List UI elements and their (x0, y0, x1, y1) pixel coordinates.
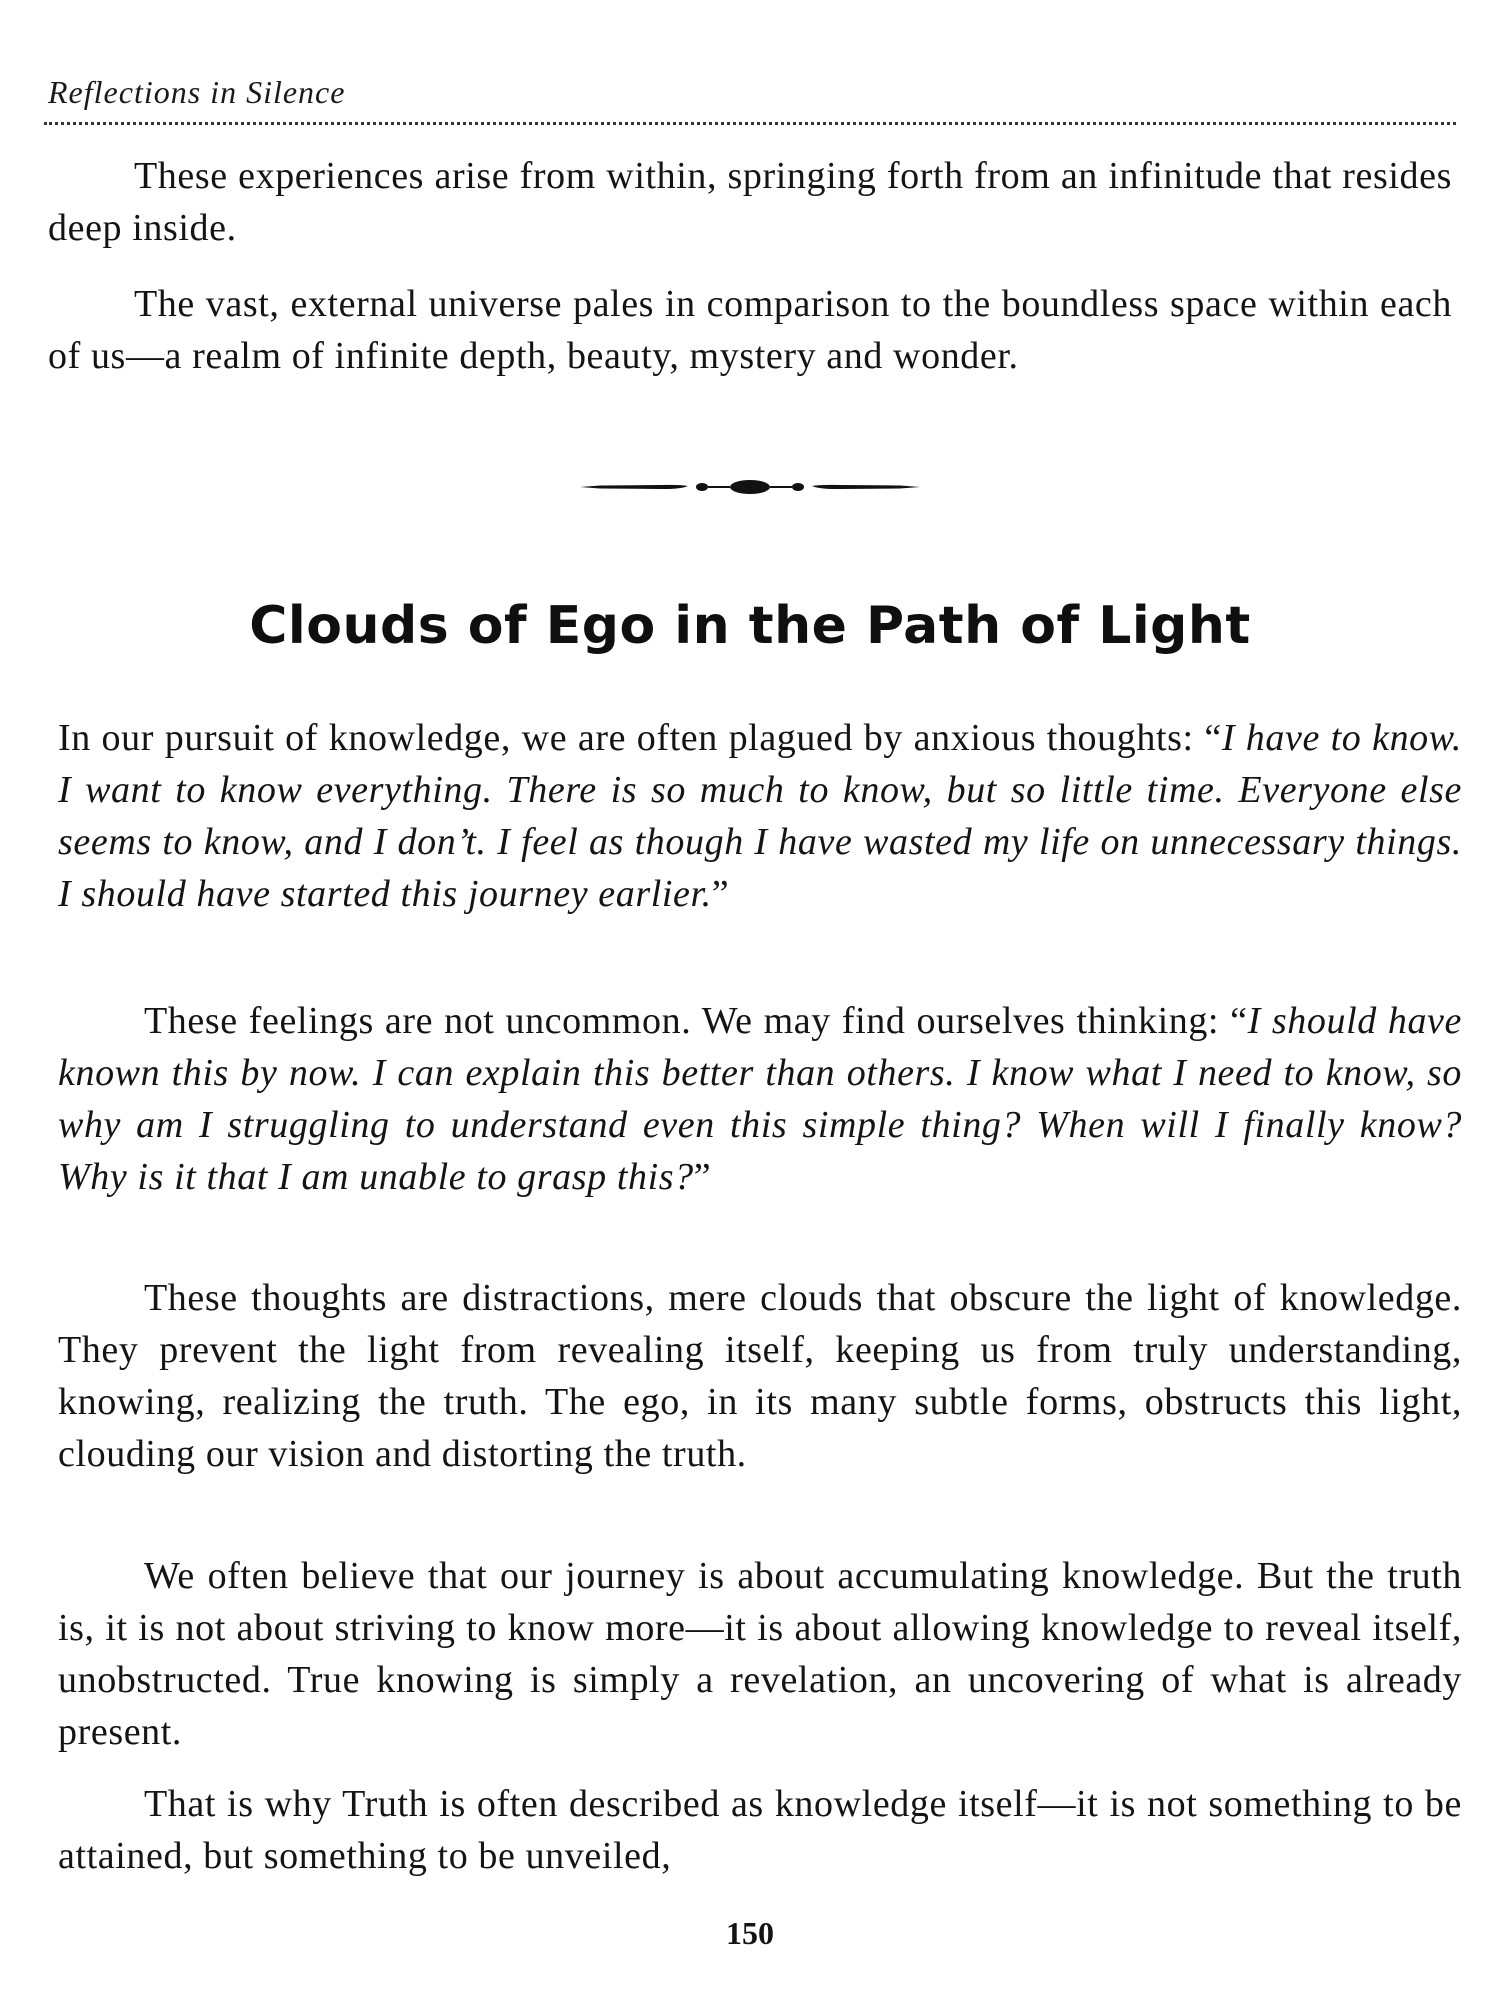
ornamental-divider-icon (580, 472, 920, 502)
italic-quote: I have to know. I want to know everything. There is so much to know, but so little time. Everyone else seems to know, and I don’t. I feel as though I have wasted my life on unnecessary things. I should have started this journey earlier. (58, 717, 1462, 915)
paragraph-text: These feelings are not uncommon. We may find ourselves thinking: “ (144, 1000, 1248, 1042)
section-paragraph-1 (58, 712, 1462, 920)
section-paragraph-5: That is why Truth is often described as knowledge itself—it is not something to be attained, but something to be unveiled, (58, 1783, 1462, 1877)
running-header: Reflections in Silence (48, 74, 346, 110)
intro-paragraph-1: These experiences arise from within, springing forth from an infinitude that resides deep inside. (48, 155, 1452, 249)
intro-paragraph-2: The vast, external universe pales in comparison to the boundless space within each of us—a realm of infinite depth, beauty, mystery and wonder. (48, 283, 1452, 377)
italic-quote: I should have known this by now. I can explain this better than others. I know what I need to know, so why am I struggling to understand even this simple thing? When will I finally know? Why is it that I am unable to grasp this? (58, 1000, 1462, 1198)
section-paragraph-2 (58, 995, 1462, 1203)
header-dotted-rule (44, 122, 1456, 125)
closing-quote-mark: ” (693, 1156, 712, 1198)
paragraph-text: In our pursuit of knowledge, we are often plagued by anxious thoughts: “ (58, 717, 1222, 759)
section-paragraph-3: These thoughts are distractions, mere clouds that obscure the light of knowledge. They prevent the light from revealing itself, keeping us from truly understanding, knowing, realizing the truth. The ego, in its many subtle forms, obstructs this light, clouding our vision and distorting the truth. (58, 1277, 1462, 1475)
closing-quote-mark: ” (711, 873, 730, 915)
section-paragraph-4: We often believe that our journey is about accumulating knowledge. But the truth is, it is not about striving to know more—it is about allowing knowledge to reveal itself, unobstructed. True knowing is simply a revelation, an uncovering of what is already present. (58, 1555, 1462, 1753)
page-number: 150 (726, 1915, 774, 1951)
section-title: Clouds of Ego in the Path of Light (249, 596, 1251, 656)
